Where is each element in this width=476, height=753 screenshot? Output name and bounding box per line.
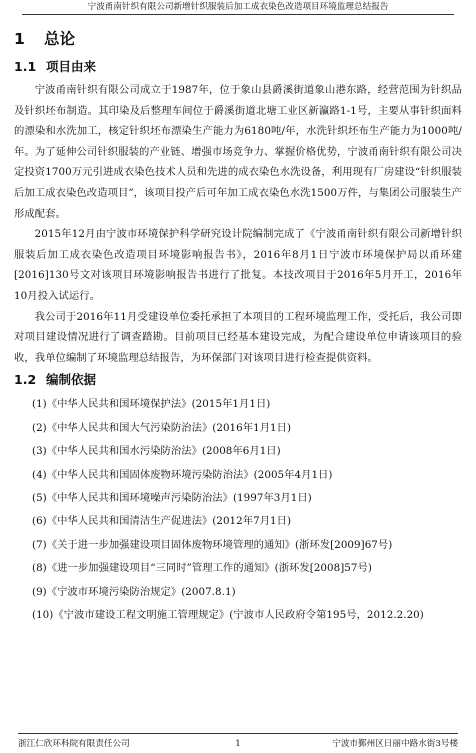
reference-item: (5)《中华人民共和国环境噪声污染防治法》(1997年3月1日): [32, 491, 312, 504]
reference-item: (6)《中华人民共和国清洁生产促进法》(2012年7月1日): [32, 515, 292, 528]
subsection-heading-1-1: [14, 57, 462, 77]
reference-item: (9)《宁波市环境污染防治规定》(2007.8.1): [32, 585, 236, 598]
paragraph-background: 宁波甬南针织有限公司成立于1987年，位于象山县爵溪街道象山港东路，经营范围为针织品及针织坯布制造。其印染及后整理车间位于爵溪街道北塘工业区新瀛路1-1号，主要从事针织面料的漂染和水洗加工，核定针织坯布漂染生产能力为6180吨/年，水洗针织坯布生产能力为1000吨/年。为了延伸公司针织服装的产业链、增强市场竞争力、掌握价格优势，宁波甬南针织有限公司决定投资1700万元引进成衣染色技术人员和先进的成衣染色水洗设备，利用现有厂房建设“针织服装后加工成衣染色改造项目”，该项目投产后可年加工成衣染色水洗1500万件，与集团公司服装生产形成配套。: [14, 84, 462, 220]
running-header: 宁波甬南针织有限公司新增针织服装后加工成衣染色改造项目环境监理总结报告: [22, 2, 454, 15]
document-body: [14, 28, 462, 627]
paragraph-eia-approval: 2015年12月由宁波市环境保护科学研究设计院编制完成了《宁波甬南针织有限公司新增针织服装后加工成衣染色改造项目环境影响报告书》，2016年8月1日宁波市环境保护局以甬环建[2016]130号文对该项目环境影响报告书进行了批复。本技改项目于2016年5月开工，2016年10月投入试运行。: [14, 228, 462, 302]
reference-item: (4)《中华人民共和国固体废物环境污染防治法》(2005年4月1日): [32, 468, 333, 481]
footer-page-number: 1: [235, 739, 241, 749]
reference-item: (10)《宁波市建设工程文明施工管理规定》(宁波市人民政府令第195号，2012.2.20): [32, 608, 424, 621]
subsection-title: 编制依据: [46, 372, 97, 388]
section-heading-1: [14, 28, 462, 50]
footer-address: 宁波市鄞州区日丽中路水街3号楼: [332, 739, 458, 749]
subsection-number: 1.1: [14, 59, 37, 74]
paragraph-supervision: 我公司于2016年11月受建设单位委托承担了本项目的工程环境监理工作，受托后，我公司即对项目建设情况进行了调查踏勘。目前项目已经基本建设完成，为配合建设单位申请该项目的验收，我单位编制了环境监理总结报告，为环保部门对该项目进行检查提供资料。: [14, 310, 462, 364]
section-number: 1: [14, 30, 25, 48]
reference-item: (3)《中华人民共和国水污染防治法》(2008年6月1日): [32, 445, 281, 458]
reference-item: (8)《进一步加强建设项目“三同时”管理工作的通知》(浙环发[2008]57号): [32, 562, 372, 575]
footer-company: 浙江仁欣环科院有限责任公司: [18, 739, 130, 749]
subsection-heading-1-2: [14, 370, 462, 390]
reference-item: (7)《关于进一步加强建设项目固体废物环境管理的通知》(浙环发[2009]67号): [32, 538, 393, 551]
reference-item: (2)《中华人民共和国大气污染防治法》(2016年1月1日): [32, 421, 292, 434]
section-title: 总论: [44, 30, 76, 48]
subsection-title: 项目由来: [46, 59, 97, 74]
page-footer: [18, 733, 458, 751]
reference-list: [14, 393, 462, 627]
subsection-number: 1.2: [14, 372, 37, 388]
reference-item: (1)《中华人民共和国环境保护法》(2015年1月1日): [32, 398, 271, 411]
